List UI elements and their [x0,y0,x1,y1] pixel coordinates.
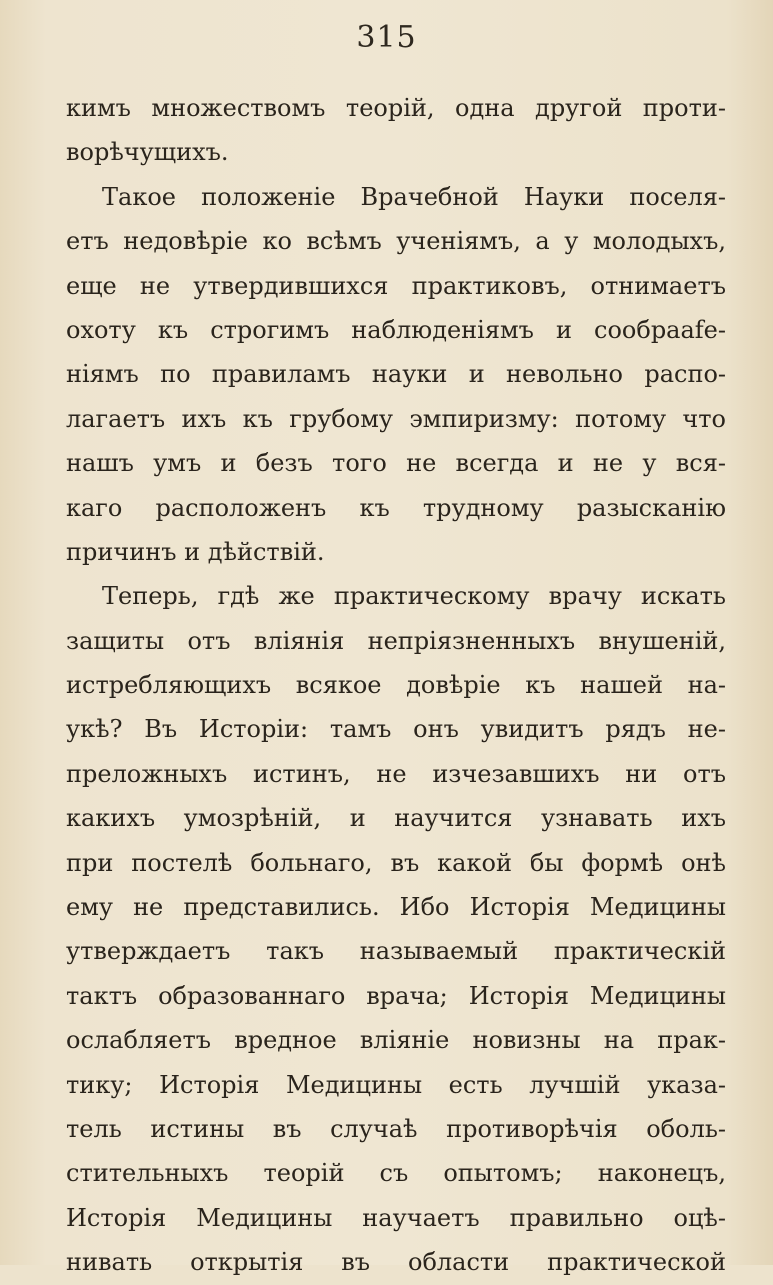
text-line: истребляющихъ всякое довѣріе къ нашей на- [66,671,726,700]
text-line: Такое положеніе Врачебной Науки поселя- [102,182,726,211]
text-line: тель истины въ случаѣ противорѣчія оболь- [66,1114,726,1143]
page-number: 315 [356,20,417,55]
text-line: утверждаетъ такъ называемый практическій [66,937,726,966]
text-line: какихъ умозрѣній, и научится узнавать ихъ [66,804,726,833]
text-line: ворѣчущихъ. [66,138,229,167]
text-line: тику; Исторія Медицины есть лучшій указа- [66,1070,726,1099]
text-line: етъ недовѣріе ко всѣмъ ученіямъ, а у молодыхъ, [66,227,726,256]
text-line: Теперь, гдѣ же практическому врачу искать [102,582,726,611]
text-line: ніямъ по правиламъ науки и невольно распо- [66,360,726,389]
text-line: преложныхъ истинъ, не изчезавшихъ ни отъ [66,759,726,788]
text-line: охоту къ строгимъ наблюденіямъ и сообраafe- [66,315,726,344]
text-line: нашъ умъ и безъ того не всегда и не у вся- [66,449,726,478]
text-line: защиты отъ вліянія непріязненныхъ внушеній, [66,626,726,655]
body-text [66,86,726,1285]
text-line: тактъ образованнаго врача; Исторія Медицины [66,981,726,1010]
text-line: причинъ и дѣйствій. [66,537,325,566]
text-line: ему не представились. Ибо Исторія Медицины [66,893,726,922]
text-line: лагаетъ ихъ къ грубому эмпиризму: потому что [66,404,726,433]
text-line: при постелѣ больнаго, въ какой бы формѣ онѣ [66,848,726,877]
text-line: каго расположенъ къ трудному разысканію [66,493,726,522]
text-line: стительныхъ теорій съ опытомъ; наконецъ, [66,1159,726,1188]
text-line: кимъ множествомъ теорій, одна другой проти- [66,94,726,122]
text-line: нивать открытія въ области практической [66,1248,726,1277]
text-line: еще не утвердившихся практиковъ, отнимаетъ [66,271,726,300]
text-line: укѣ? Въ Исторіи: тамъ онъ увидитъ рядъ не- [66,715,726,744]
text-line: ослабляетъ вредное вліяніе новизны на прак- [66,1026,726,1055]
text-line: Исторія Медицины научаетъ правильно оцѣ- [66,1203,726,1232]
